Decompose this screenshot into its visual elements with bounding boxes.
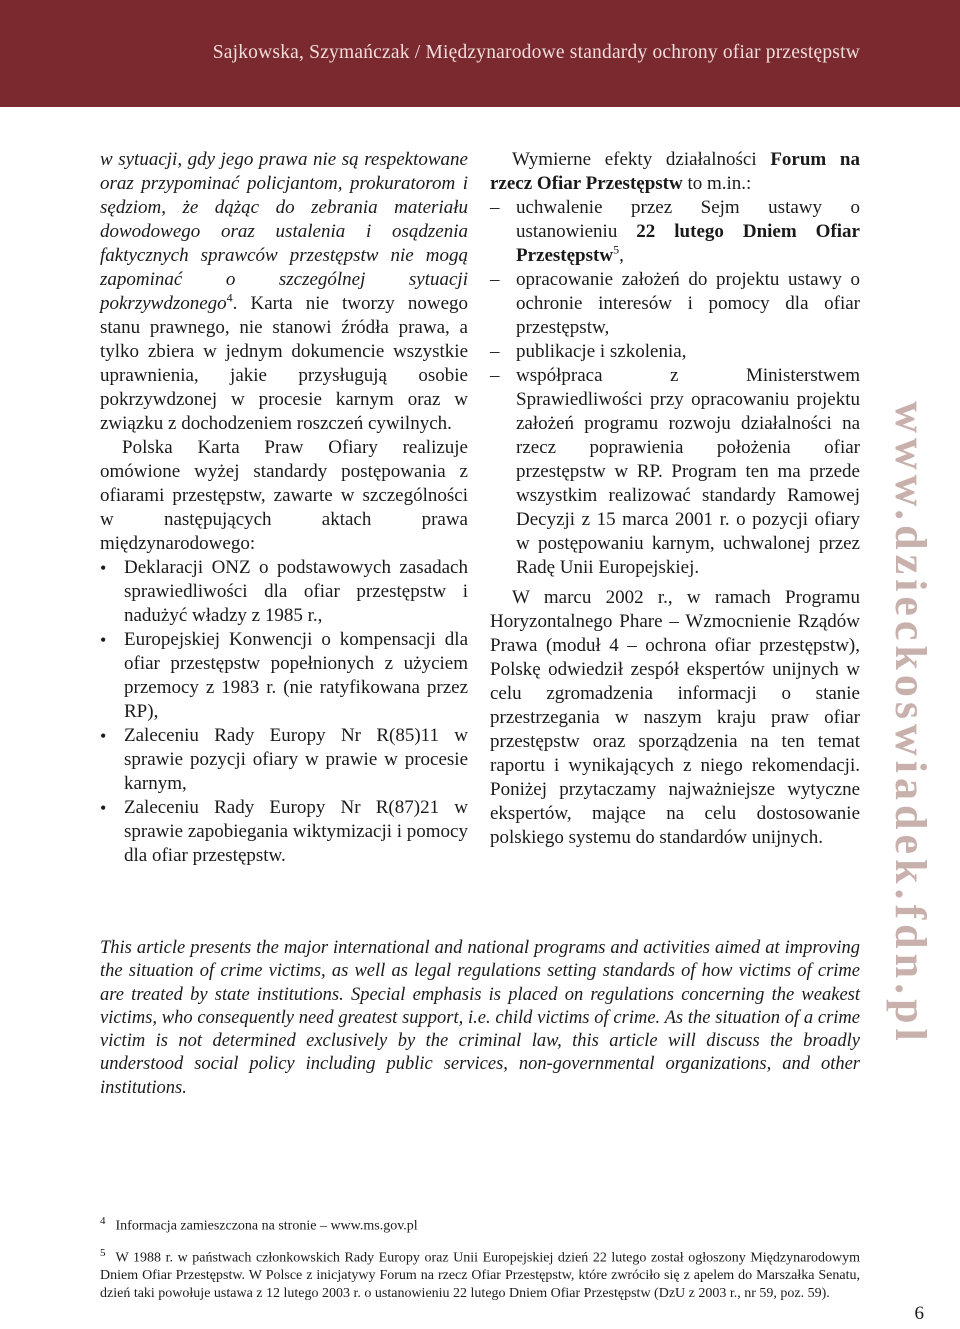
page-header — [0, 0, 960, 107]
footnote — [100, 1212, 860, 1236]
watermark — [880, 378, 940, 1068]
watermark-text: www.dzieckoswiadek.fdn.pl — [885, 400, 935, 1046]
karta-paragraph: Karta nie tworzy nowego stanu prawnego, nie stanowi źródła prawa, a tylko zbiera w jednym dokumencie wszystkie uprawnienia, jakie przysługują osobie pokrzywdzonej w procesie karnym oraz w związku z dochodzeniem roszczeń cywilnych. — [100, 293, 469, 434]
intro-prefix: Wymierne efekty działalności — [512, 149, 771, 170]
footnote-ref-4[interactable]: 4 — [226, 290, 233, 305]
intro-italic-text: w sytuacji, gdy jego prawa nie są respektowane oraz przypominać policjantom, prokuratorom i sędziom, że dążąc do zebrania materiału dowodowego oraz ustalenia i osądzenia faktycznych sprawców przestępstw nie mogą zapominać o szczególnej sytuacji pokrzywdzonego — [100, 149, 468, 314]
footnote-text: W 1988 r. w państwach członkowskich Rady Europy oraz Unii Europejskiej dzień 22 lutego został ogłoszony Międzynarodowym Dniem Ofiar Przestępstw. W Polsce z inicjatywy Forum na rzecz Ofiar Przestępstw, które zwróciło się z apelem do Marszałka Senatu, dzień taki powołuje ustawa z 12 lutego 2003 r. o ustanowieniu 22 lutego Dniem Ofiar Przestępstw (DzU z 2003 r., nr 59, poz. 59). — [100, 1250, 860, 1302]
footnote-number: 5 — [100, 1246, 106, 1259]
running-title: Sajkowska, Szymańczak / Międzynarodowe standardy ochrony ofiar przestępstw — [212, 42, 860, 63]
list-item: – współpraca z Ministerstwem Sprawiedliwości przy opracowaniu projektu założeń programu rozwoju działalności na rzecz poprawienia położenia ofiar przestępstw w RP. Program ten ma przede wszystkim realizować standardy Ramowej Decyzji z 15 marca 2001 r. o pozycji ofiary w postępowaniu karnym, uchwalonej przez Radę Unii Europejskiej. — [490, 364, 860, 580]
footnote-ref-5[interactable]: 5 — [613, 242, 620, 257]
intro-paragraph: w sytuacji, gdy jego prawa nie są respektowane oraz przypominać policjantom, prokuratorom i sędziom, że dążąc do zebrania materiału dowodowego oraz ustalenia i osądzenia faktycznych sprawców przestępstw nie mogą zapominać o szczególnej sytuacji pokrzywdzonego$^4$. Karta nie tworzy nowego stanu prawnego, nie stanowi źródła prawa, a tylko zbiera w jednym dokumencie wszystkie uprawnienia, jakie przysługują osobie pokrzywdzonej w procesie karnym oraz w związku z dochodzeniem roszczeń cywilnych. — [100, 149, 469, 434]
footnote-number: 4 — [100, 1215, 106, 1227]
polska-karta-paragraph: Polska Karta Praw Ofiary realizuje omówione wyżej standardy postępowania z ofiarami przestępstw, zawarte w szczególności w następujących aktach prawa międzynarodowego: — [100, 437, 468, 554]
page-number: 6 — [914, 1303, 924, 1324]
intro-suffix: to m.in.: — [682, 173, 752, 194]
list-item: • Zaleceniu Rady Europy Nr R(87)21 w sprawie zapobiegania wiktymizacji i pomocy dla ofiar przestępstw. — [100, 796, 468, 868]
march-2002-paragraph: W marcu 2002 r., w ramach Programu Horyzontalnego Phare – Wzmocnienie Rządów Prawa (moduł 4 – ochrona ofiar przestępstw), Polskę odwiedził zespół ekspertów unijnych w celu zgromadzenia informacji o stanie przestrzegania w naszym kraju praw ofiar przestępstw oraz sporządzenia na ten temat raportu i wynikających z niego rekomendacji. Poniżej przytaczamy najważniejsze wytyczne ekspertów, mające na celu dostosowanie polskiego systemu do standardów unijnych. — [490, 587, 860, 848]
item1-bold: 22 lutego Dniem Ofiar Przestępstw — [516, 221, 860, 266]
forum-effects-intro — [490, 148, 860, 196]
list-item: • Deklaracji ONZ o podstawowych zasadach sprawiedliwości dla ofiar przestępstw i nadużyć władzy z 1985 r., — [100, 556, 468, 628]
footnote — [100, 1244, 860, 1304]
forum-name: Forum na rzecz Ofiar Przestępstw — [490, 149, 860, 194]
right-column — [490, 148, 860, 850]
left-column — [100, 148, 468, 868]
list-item: • Europejskiej Konwencji o kompensacji dla ofiar przestępstw popełnionych z użyciem przemocy z 1983 r. (nie ratyfikowana przez RP), — [100, 628, 468, 724]
footnotes — [100, 1212, 860, 1311]
item1-suffix: , — [619, 245, 624, 266]
list-item: – opracowanie założeń do projektu ustawy o ochronie interesów i pomocy dla ofiar przestępstw, — [490, 268, 860, 340]
list-item: – publikacje i szkolenia, — [490, 340, 860, 364]
list-item: • Zaleceniu Rady Europy Nr R(85)11 w sprawie pozycji ofiary w prawie w procesie karnym, — [100, 724, 468, 796]
english-abstract: This article presents the major international and national programs and activities aimed at improving the situation of crime victims, as well as legal regulations setting standards of how victims of crime are treated by state institutions. Special emphasis is placed on regulations concerning the weakest victims, who consequently need greatest support, i.e. child victims of crime. As the situation of a crime victim is not determined exclusively by the criminal law, this article will discuss the broadly understood social policy including public services, non-governmental organizations, and other institutions. — [100, 938, 860, 1098]
footnote-text: Informacja zamieszczona na stronie – www.ms.gov.pl — [115, 1218, 418, 1234]
item1-text: uchwalenie przez Sejm ustawy o ustanowieniu — [516, 197, 860, 242]
list-item — [490, 196, 860, 268]
legal-acts-list — [100, 556, 468, 868]
forum-effects-list — [490, 196, 860, 580]
